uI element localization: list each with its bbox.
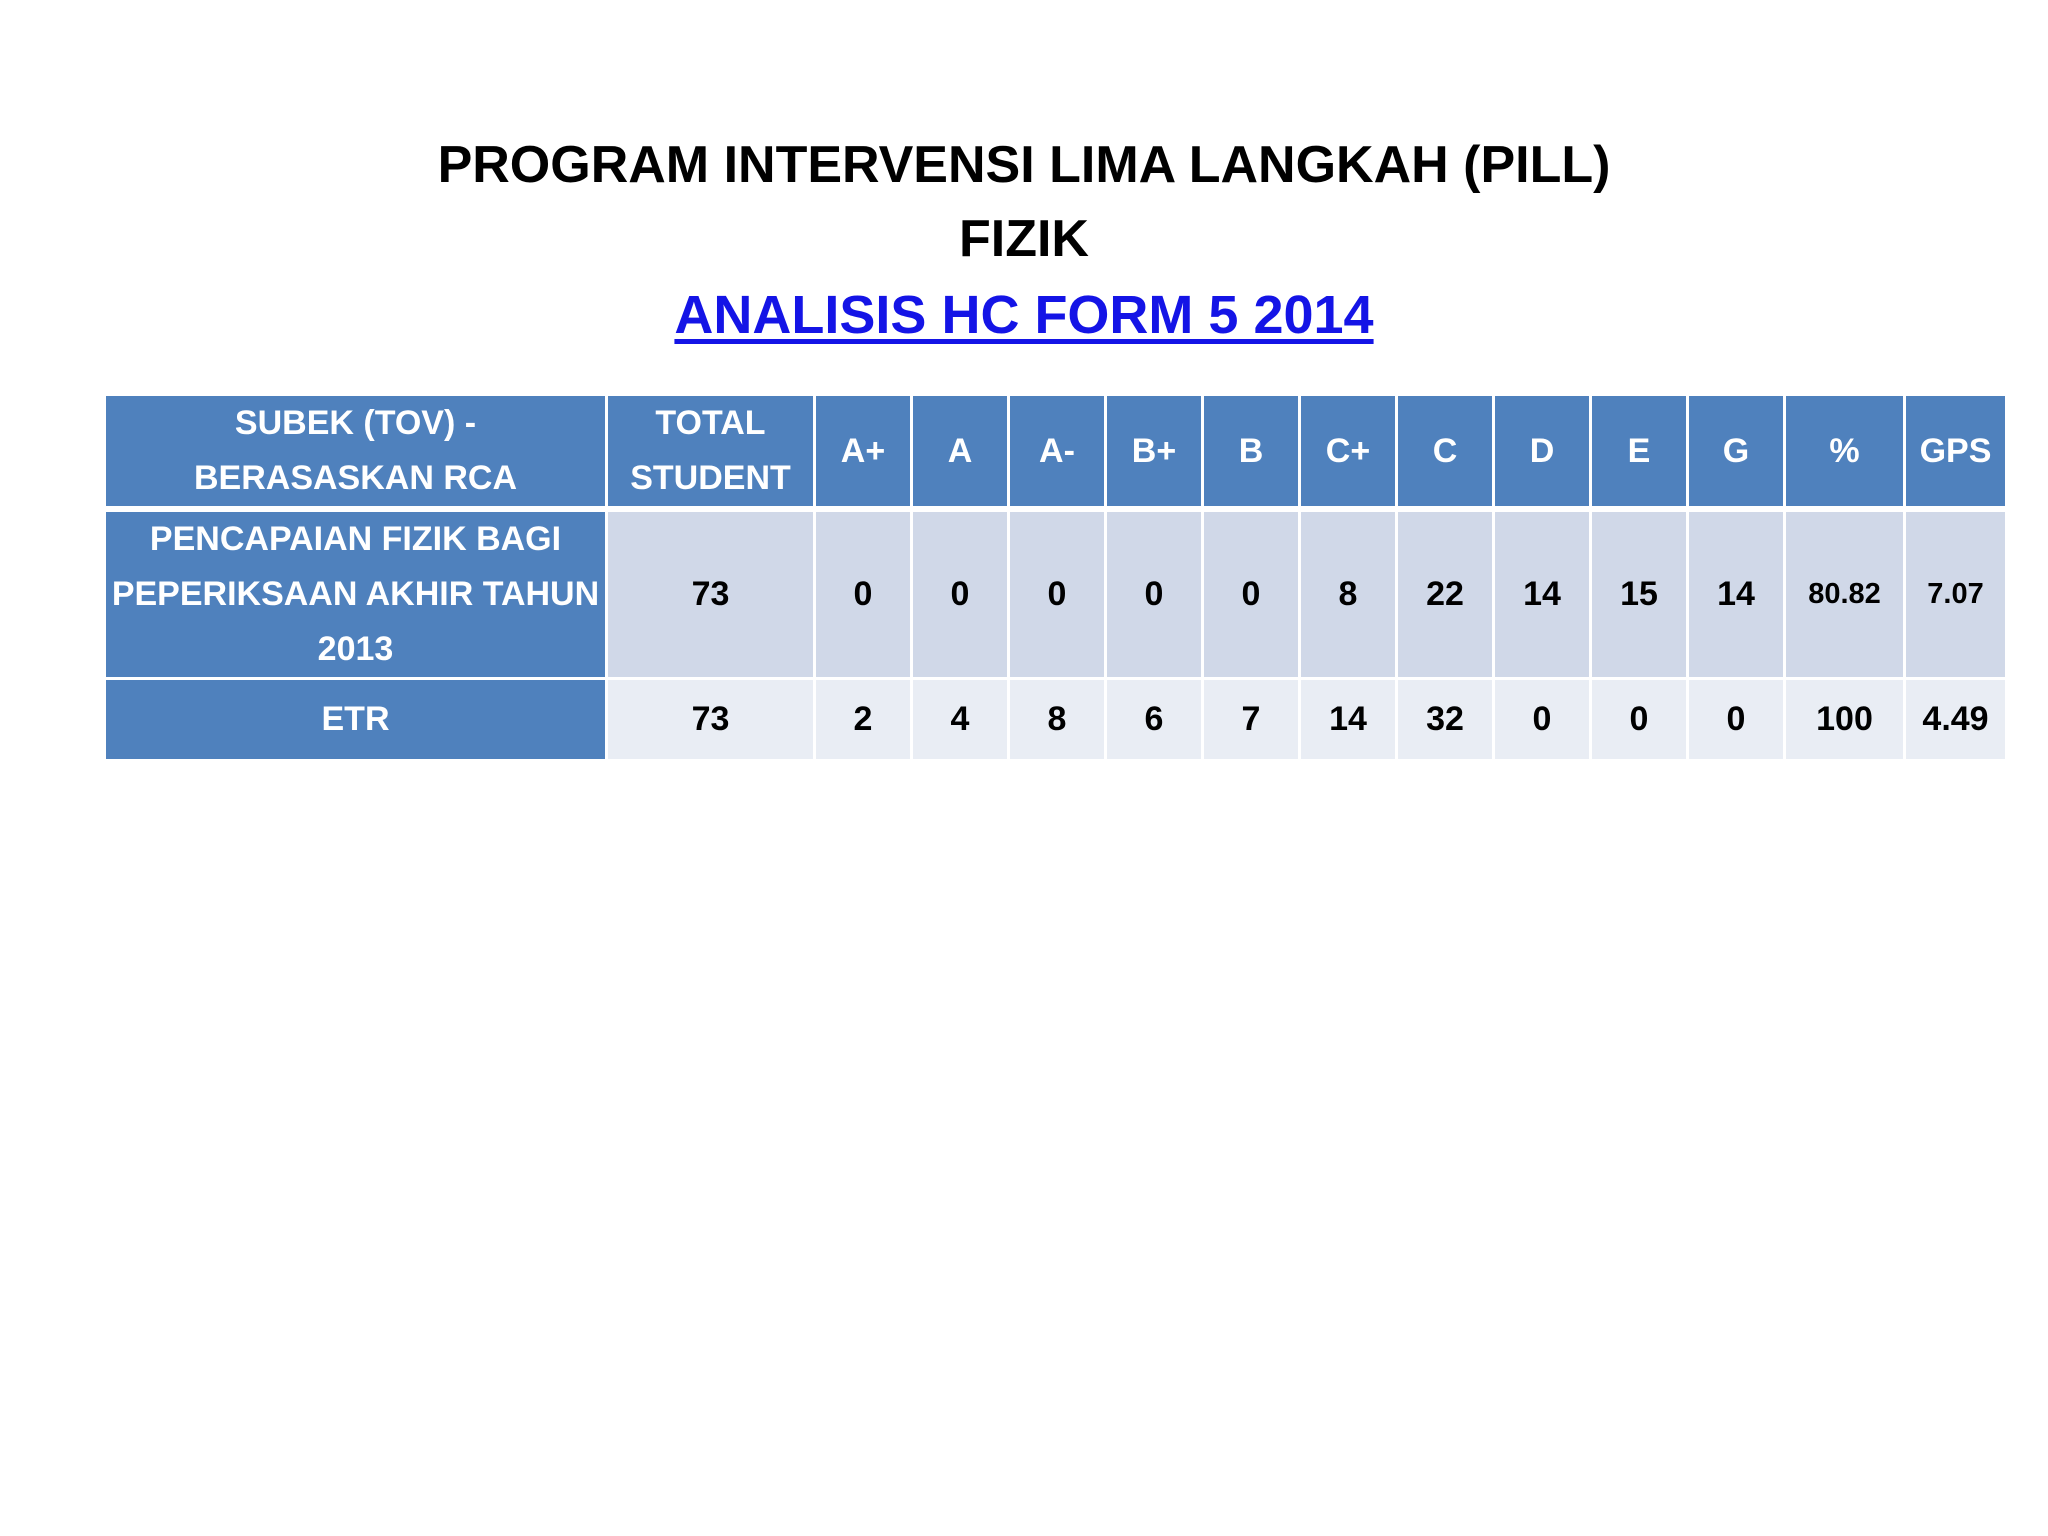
subject-title: FIZIK bbox=[959, 210, 1089, 268]
header-grade-a-minus: A- bbox=[1009, 395, 1106, 510]
cell-grade-c: 32 bbox=[1397, 679, 1494, 761]
cell-grade-b-plus: 0 bbox=[1106, 509, 1203, 679]
cell-grade-b-plus: 6 bbox=[1106, 679, 1203, 761]
row-label bbox=[105, 509, 607, 679]
title-block bbox=[0, 128, 2048, 354]
header-grade-e: E bbox=[1591, 395, 1688, 510]
cell-grade-a-plus: 0 bbox=[815, 509, 912, 679]
cell-gps: 7.07 bbox=[1905, 509, 2007, 679]
cell-grade-g: 14 bbox=[1688, 509, 1785, 679]
header-subject-line1: SUBEK (TOV) - bbox=[234, 404, 477, 442]
cell-grade-g: 0 bbox=[1688, 679, 1785, 761]
header-percent: % bbox=[1785, 395, 1905, 510]
cell-grade-c: 22 bbox=[1397, 509, 1494, 679]
grades-table bbox=[103, 393, 2008, 762]
row-label-line: ETR bbox=[321, 700, 390, 738]
cell-grade-b: 0 bbox=[1203, 509, 1300, 679]
cell-grade-d: 0 bbox=[1494, 679, 1591, 761]
header-total bbox=[607, 395, 815, 510]
cell-grade-a-minus: 8 bbox=[1009, 679, 1106, 761]
header-grade-g: G bbox=[1688, 395, 1785, 510]
cell-total: 73 bbox=[607, 509, 815, 679]
cell-grade-c-plus: 8 bbox=[1300, 509, 1397, 679]
header-grade-c: C bbox=[1397, 395, 1494, 510]
cell-grade-c-plus: 14 bbox=[1300, 679, 1397, 761]
header-grade-a-plus: A+ bbox=[815, 395, 912, 510]
header-gps: GPS bbox=[1905, 395, 2007, 510]
cell-grade-a-minus: 0 bbox=[1009, 509, 1106, 679]
cell-grade-d: 14 bbox=[1494, 509, 1591, 679]
row-label-line: 2013 bbox=[317, 630, 394, 668]
cell-percent: 100 bbox=[1785, 679, 1905, 761]
header-subject-line2: BERASASKAN RCA bbox=[193, 459, 518, 497]
cell-grade-b: 7 bbox=[1203, 679, 1300, 761]
cell-gps: 4.49 bbox=[1905, 679, 2007, 761]
header-grade-b-plus: B+ bbox=[1106, 395, 1203, 510]
cell-grade-a: 0 bbox=[912, 509, 1009, 679]
header-total-line2: STUDENT bbox=[630, 459, 791, 497]
header-grade-a: A bbox=[912, 395, 1009, 510]
cell-grade-e: 0 bbox=[1591, 679, 1688, 761]
cell-total: 73 bbox=[607, 679, 815, 761]
row-label-line: PENCAPAIAN FIZIK BAGI bbox=[149, 520, 562, 558]
cell-percent: 80.82 bbox=[1785, 509, 1905, 679]
cell-grade-a: 4 bbox=[912, 679, 1009, 761]
page-title: PROGRAM INTERVENSI LIMA LANGKAH (PILL) bbox=[437, 136, 1611, 194]
header-grade-c-plus: C+ bbox=[1300, 395, 1397, 510]
cell-grade-e: 15 bbox=[1591, 509, 1688, 679]
cell-grade-a-plus: 2 bbox=[815, 679, 912, 761]
analysis-link[interactable]: ANALISIS HC FORM 5 2014 bbox=[674, 285, 1374, 345]
header-total-line1: TOTAL bbox=[655, 404, 766, 442]
header-subject bbox=[105, 395, 607, 510]
table-row bbox=[105, 679, 2007, 761]
header-row bbox=[105, 395, 2007, 510]
row-label bbox=[105, 679, 607, 761]
header-grade-d: D bbox=[1494, 395, 1591, 510]
row-label-line: PEPERIKSAAN AKHIR TAHUN bbox=[111, 575, 600, 613]
header-grade-b: B bbox=[1203, 395, 1300, 510]
table-row bbox=[105, 509, 2007, 679]
